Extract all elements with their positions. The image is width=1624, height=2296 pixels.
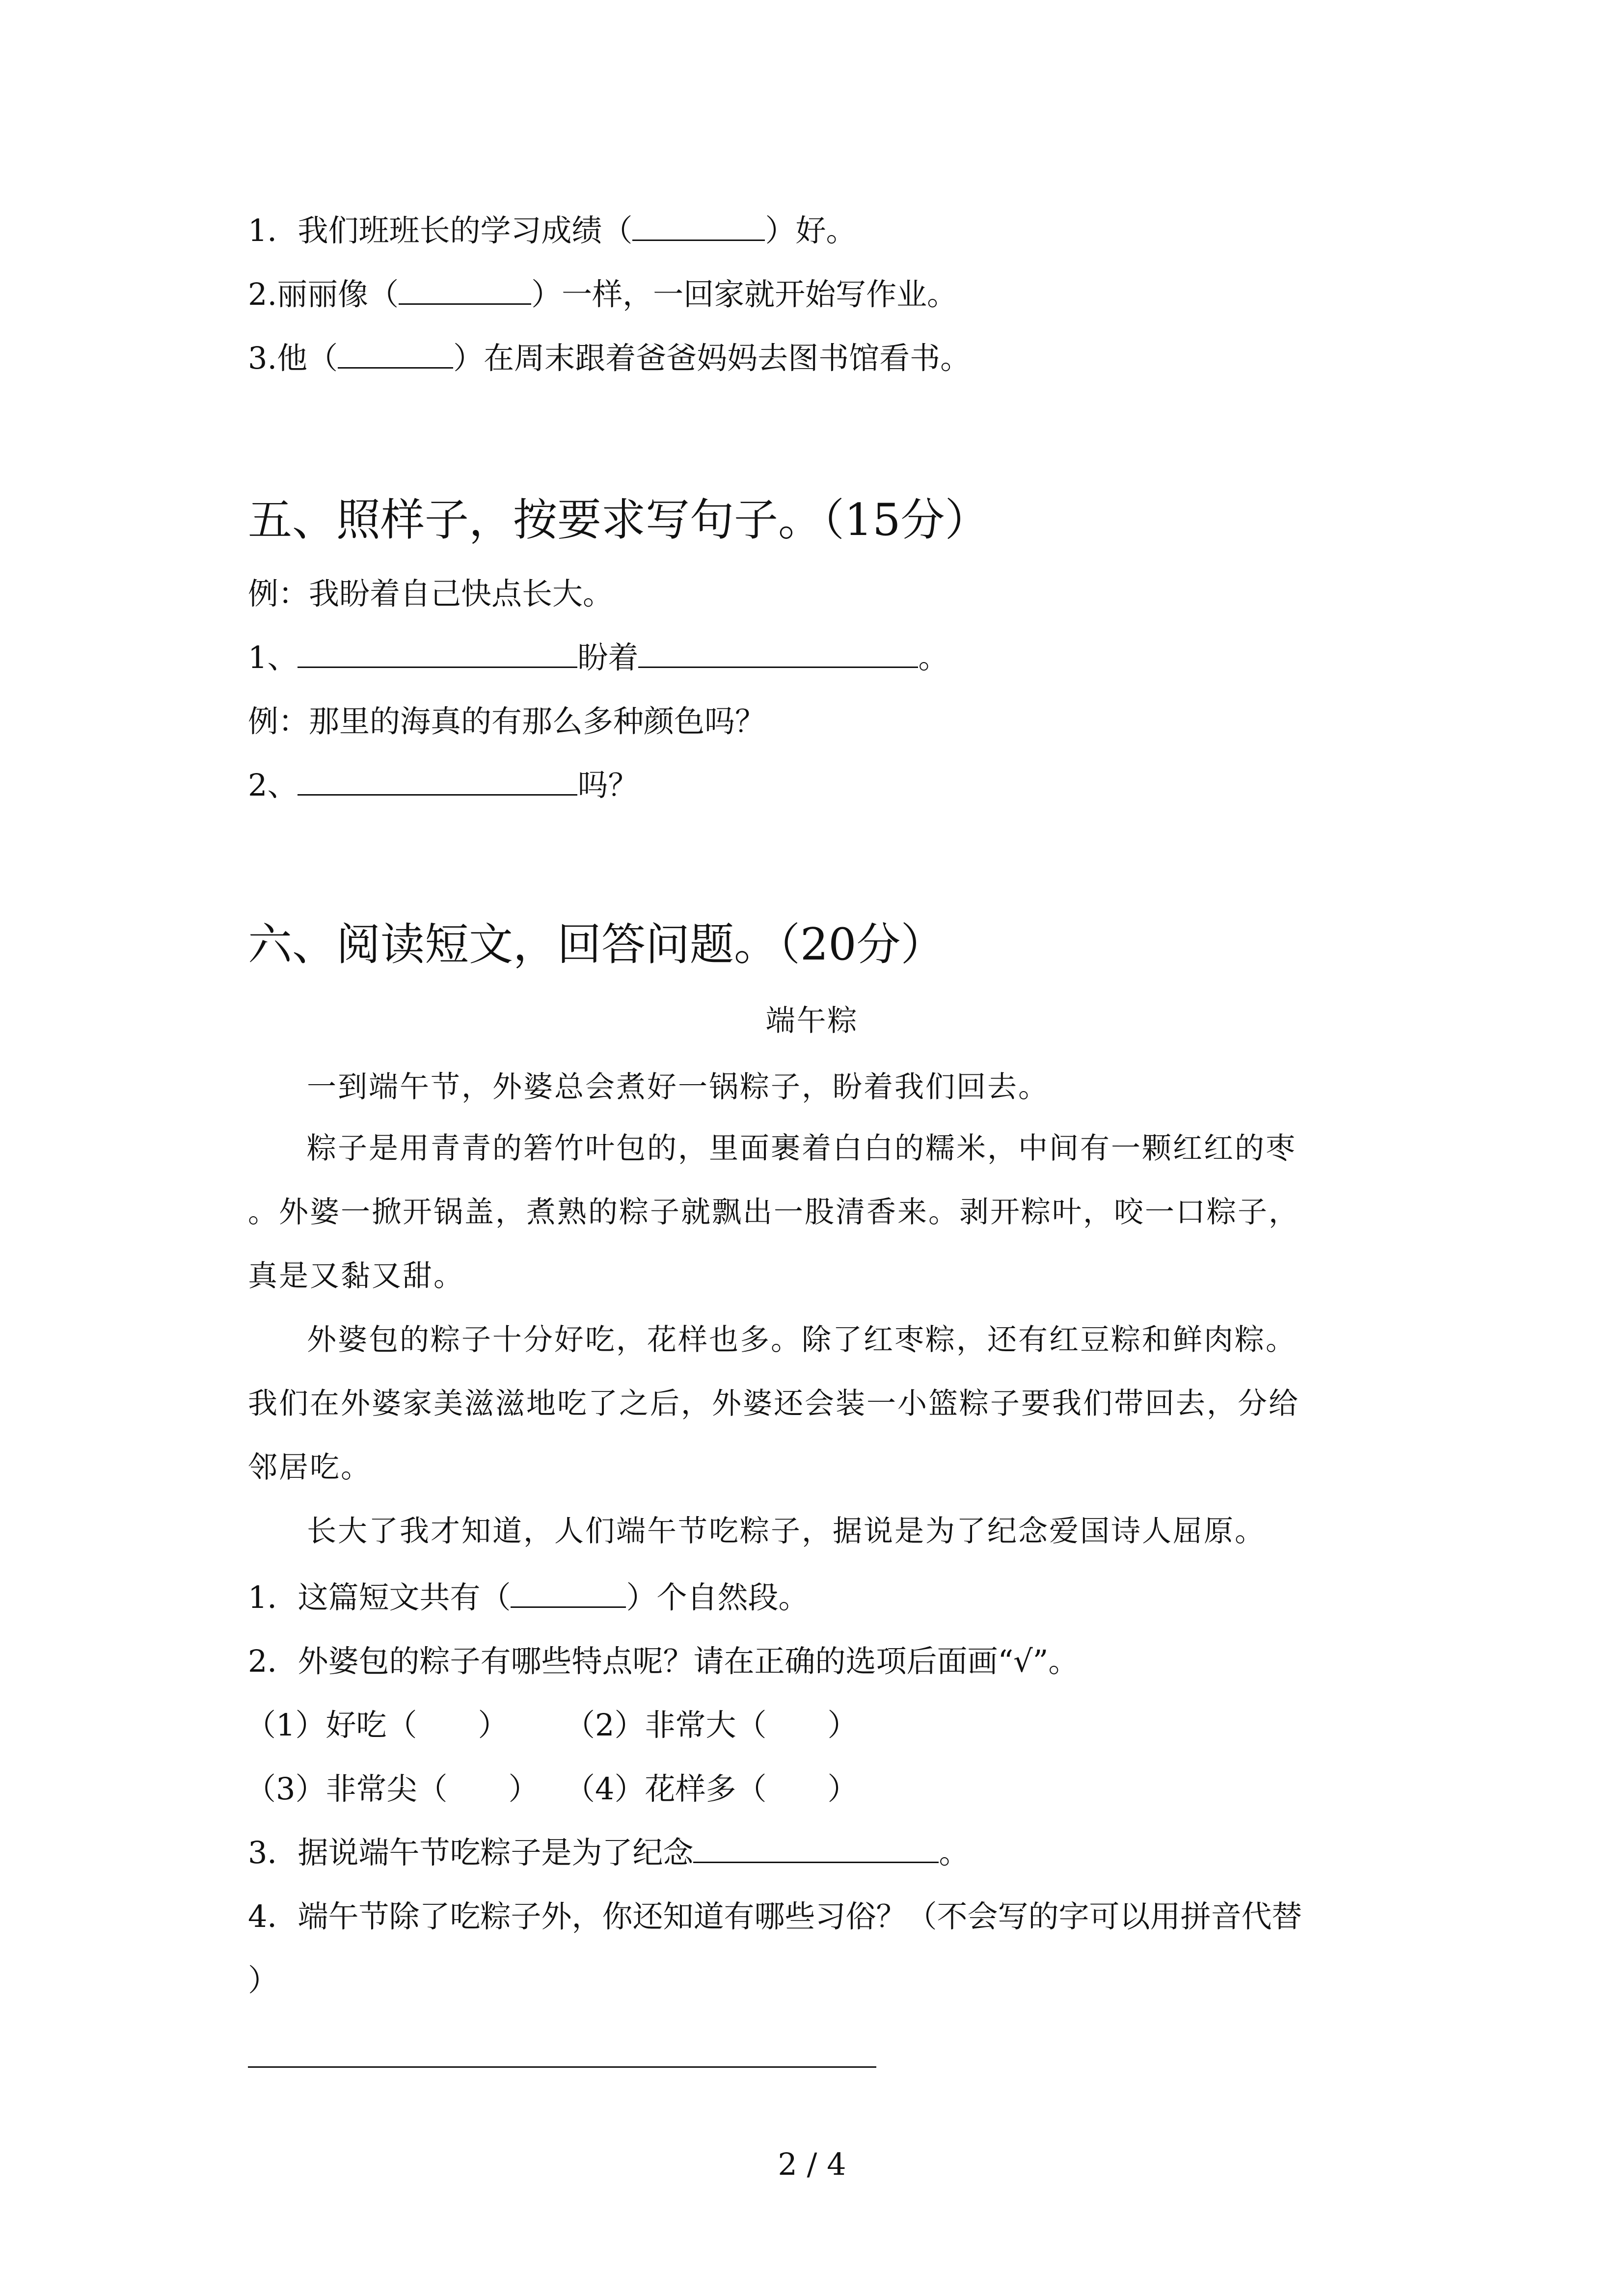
question-2: 2．外婆包的粽子有哪些特点呢？请在正确的选项后面画“√”。 — [248, 1643, 1079, 1679]
section4-item-3: 3.他（ ）在周末跟着爸爸妈妈去图书馆看书。 — [248, 340, 971, 376]
question-4-line-1: 4．端午节除了吃粽子外，你还知道有哪些习俗？（不会写的字可以用拼音代替 — [248, 1898, 1302, 1934]
question-2-option-2[interactable]: （2）非常大（ ） — [565, 1707, 858, 1743]
section5-heading: 五、照样子，按要求写句子。（15分） — [248, 494, 989, 546]
passage-paragraph-4: 长大了我才知道，人们端午节吃粽子，据说是为了纪念爱国诗人屈原。 — [307, 1514, 1266, 1548]
answer-blank[interactable] — [511, 1581, 626, 1608]
answer-line[interactable] — [248, 2066, 876, 2068]
passage-paragraph-3-line-1: 外婆包的粽子十分好吃，花样也多。除了红枣粽，还有红豆粽和鲜肉粽。 — [307, 1323, 1297, 1357]
passage-paragraph-3-line-3: 邻居吃。 — [248, 1450, 372, 1485]
answer-blank[interactable] — [298, 641, 577, 668]
section5-item-2: 2、 吗？ — [248, 767, 639, 803]
passage-paragraph-1: 一到端午节，外婆总会煮好一锅粽子，盼着我们回去。 — [307, 1070, 1049, 1104]
question-1: 1．这篇短文共有（ ）个自然段。 — [248, 1579, 809, 1615]
question-2-option-1[interactable]: （1）好吃（ ） — [245, 1707, 509, 1743]
question-3: 3．据说端午节吃粽子是为了纪念 。 — [248, 1835, 970, 1870]
section4-item-1: 1．我们班班长的学习成绩（ ）好。 — [248, 213, 857, 248]
section6-heading: 六、阅读短文，回答问题。（20分） — [248, 919, 945, 970]
answer-blank[interactable] — [399, 278, 531, 305]
question-2-option-3[interactable]: （3）非常尖（ ） — [245, 1771, 539, 1807]
answer-blank[interactable] — [638, 641, 918, 668]
section5-example-2: 例：那里的海真的有那么多种颜色吗？ — [248, 703, 766, 739]
passage-paragraph-2-line-2: 。外婆一掀开锅盖，煮熟的粽子就飘出一股清香来。剥开粽叶，咬一口粽子， — [248, 1195, 1299, 1229]
answer-blank[interactable] — [298, 769, 577, 796]
question-2-option-4[interactable]: （4）花样多（ ） — [565, 1771, 858, 1807]
question-4-line-2: ） — [248, 1962, 279, 1998]
answer-blank[interactable] — [693, 1836, 939, 1863]
passage-paragraph-3-line-2: 我们在外婆家美滋滋地吃了之后，外婆还会装一小篮粽子要我们带回去，分给 — [248, 1387, 1299, 1421]
passage-paragraph-2-line-1: 粽子是用青青的箬竹叶包的，里面裹着白白的糯米，中间有一颗红红的枣 — [307, 1131, 1297, 1166]
page-number: 2 / 4 — [778, 2146, 846, 2182]
section5-example-1: 例：我盼着自己快点长大。 — [248, 576, 614, 612]
passage-title: 端午粽 — [765, 1004, 859, 1038]
passage-paragraph-2-line-3: 真是又黏又甜。 — [248, 1259, 464, 1293]
section5-item-1: 1、 盼着 。 — [248, 640, 949, 675]
answer-blank[interactable] — [338, 342, 453, 369]
section4-item-2: 2.丽丽像（ ）一样，一回家就开始写作业。 — [248, 276, 958, 312]
answer-blank[interactable] — [632, 214, 765, 241]
